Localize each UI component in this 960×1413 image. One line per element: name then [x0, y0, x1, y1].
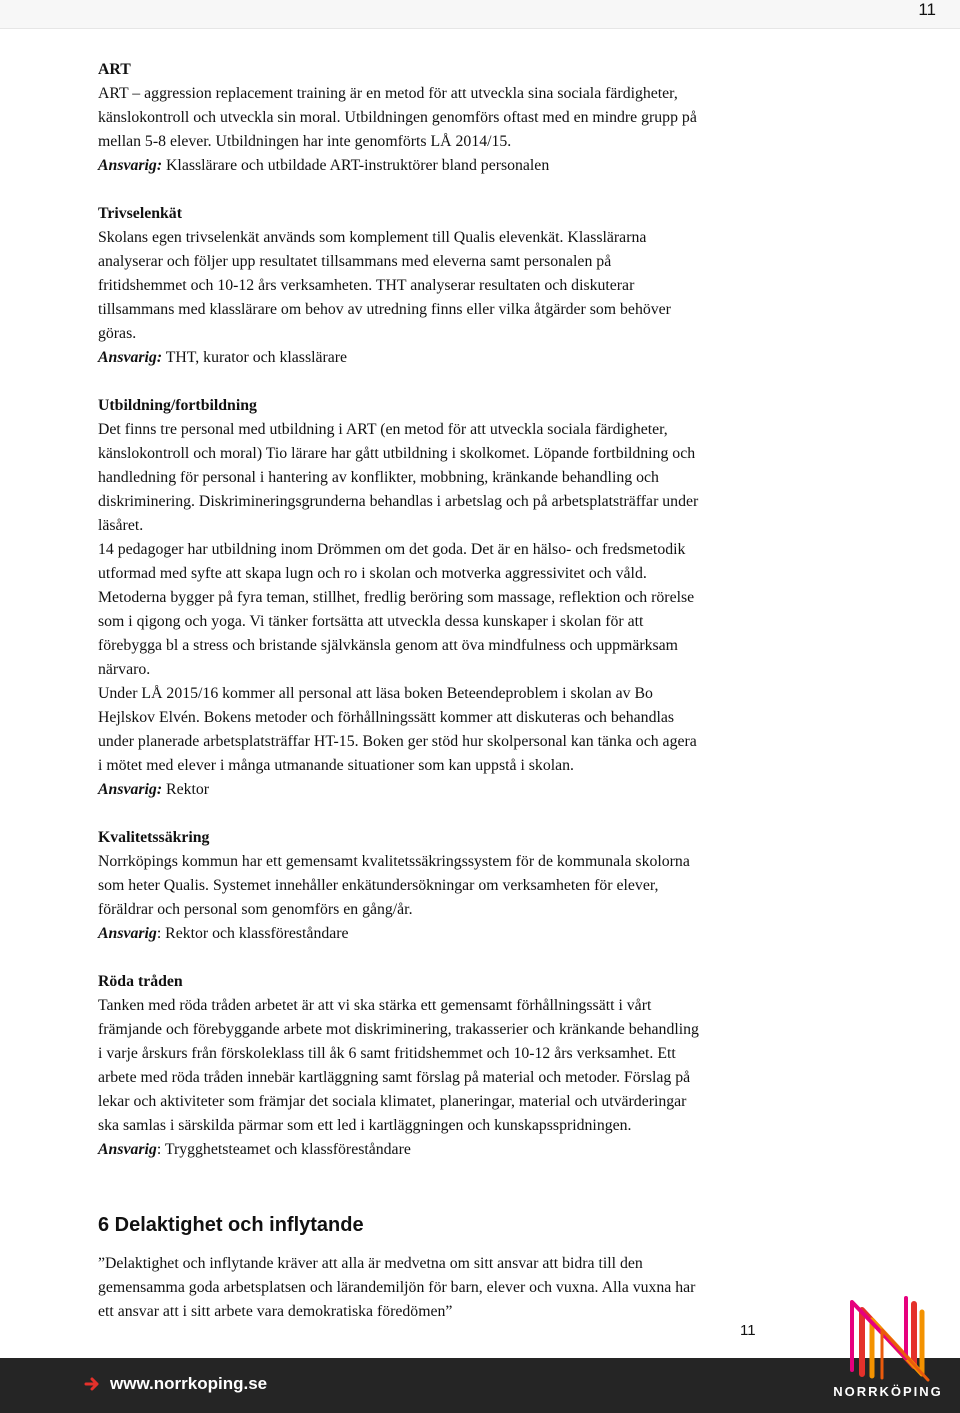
website-text: www.norrkoping.se	[110, 1374, 268, 1393]
paragraph-line: Hejlskov Elvén. Bokens metoder och förhållningssätt kommer att diskuteras och behandlas	[98, 709, 675, 726]
paragraph-line: Norrköpings kommun har ett gemensamt kvalitetssäkringssystem för de kommunala skolorna	[98, 853, 690, 870]
paragraph-line: lekar och aktiviteter som främjar det sociala klimatet, planeringar, material och utvärderingar	[98, 1093, 687, 1110]
chapter-heading: 6 Delaktighet och inflytande	[98, 1214, 364, 1236]
responsible-line	[98, 1138, 778, 1162]
paragraph-line: främjande och förebyggande arbete mot diskriminering, trakasserier och kränkande behandling	[98, 1021, 699, 1038]
document-body	[98, 58, 778, 1324]
paragraph-line: närvaro.	[98, 661, 151, 678]
section-title: ART	[98, 61, 131, 78]
paragraph-line: Under LÅ 2015/16 kommer all personal att läsa boken Beteendeproblem i skolan av Bo	[98, 685, 653, 702]
responsible-line	[98, 154, 778, 178]
responsible-label: Ansvarig	[98, 925, 157, 942]
paragraph-line: i varje årskurs från förskoleklass till åk 6 samt fritidshemmet och 10-12 års verksamhet. Ett	[98, 1045, 676, 1062]
section-title: Röda tråden	[98, 973, 183, 990]
responsible-text: : Trygghetsteamet och klassföreståndare	[156, 1141, 411, 1158]
responsible-line	[98, 778, 778, 802]
paragraph-line: ska samlas i särskilda pärmar som ett led i kartläggningen och kunskapsspridningen.	[98, 1117, 632, 1134]
paragraph-line: gemensamma goda arbetsplatsen och lärandemiljön för barn, elever och vuxna. Alla vuxna har	[98, 1279, 696, 1296]
paragraph-line: i mötet med elever i många utmanande situationer som kan uppstå i skolan.	[98, 757, 574, 774]
responsible-label: Ansvarig	[98, 1141, 157, 1158]
paragraph-line: känslokontroll och moral) Tio lärare har gått utbildning i skolkomet. Löpande fortbildning och	[98, 445, 696, 462]
paragraph-line: handledning för personal i hantering av konflikter, mobbning, kränkande behandling och	[98, 469, 659, 486]
paragraph-line: mellan 5-8 elever. Utbildningen har inte genomförts LÅ 2014/15.	[98, 133, 512, 150]
logo-wordmark: NORRKÖPING	[833, 1384, 943, 1399]
paragraph-line: känslokontroll och utveckla sin moral. Utbildningen genomförs oftast med en mindre grupp på	[98, 109, 697, 126]
norrkoping-logo-mark	[828, 1296, 948, 1382]
paragraph-line: Skolans egen trivselenkät används som komplement till Qualis elevenkät. Klasslärarna	[98, 229, 647, 246]
section-trivselenkat	[98, 202, 778, 370]
paragraph-line: Metoderna bygger på fyra teman, stillhet, fredlig beröring som massage, reflektion och rörelse	[98, 589, 695, 606]
paragraph-line: läsåret.	[98, 517, 144, 534]
paragraph-line: Det finns tre personal med utbildning i ART (en metod för att utveckla sociala färdigheter,	[98, 421, 668, 438]
website-link[interactable]	[84, 1374, 267, 1394]
responsible-line	[98, 922, 778, 946]
section-title: Utbildning/fortbildning	[98, 397, 257, 414]
paragraph-line: analyserar och följer upp resultatet tillsammans med eleverna samt personalen på	[98, 253, 612, 270]
paragraph-line: förebygga bl a stress och bristande självkänsla genom att öva mindfulness och uppmärksam	[98, 637, 678, 654]
page-header-band	[0, 0, 960, 29]
responsible-label: Ansvarig:	[98, 349, 163, 366]
section-kvalitetssakring	[98, 826, 778, 946]
paragraph-line: som heter Qualis. Systemet innehåller enkätundersökningar om verksamheten för elever,	[98, 877, 659, 894]
page-number-bottom: 11	[740, 1322, 756, 1339]
section-title: Trivselenkät	[98, 205, 182, 222]
responsible-line	[98, 346, 778, 370]
section-utbildning	[98, 394, 778, 802]
page-number-top: 11	[918, 0, 936, 19]
paragraph-line: fritidshemmet och 10-12 års verksamheten. THT analyserar resultaten och diskuterar	[98, 277, 635, 294]
paragraph-line: 14 pedagoger har utbildning inom Drömmen om det goda. Det är en hälso- och fredsmetodik	[98, 541, 686, 558]
paragraph-line: göras.	[98, 325, 137, 342]
paragraph-line: arbete med röda tråden innebär kartläggning samt förslag på material och metoder. Förslag på	[98, 1069, 691, 1086]
paragraph-line: under planerade arbetsplatsträffar HT-15. Boken ger stöd hur skolpersonal kan tänka och agera	[98, 733, 697, 750]
arrow-right-icon	[84, 1376, 100, 1392]
section-art	[98, 58, 778, 178]
paragraph-line: föräldrar och personal som genomförs en gång/år.	[98, 901, 413, 918]
paragraph-line: tillsammans med klasslärare om behov av utredning finns eller vilka åtgärder som behöver	[98, 301, 671, 318]
paragraph-line: diskriminering. Diskrimineringsgrunderna behandlas i arbetslag och på arbetsplatsträffar under	[98, 493, 699, 510]
norrkoping-logo	[828, 1296, 948, 1408]
paragraph-line: ett ansvar att i sitt arbete vara demokratiska föredömen”	[98, 1303, 453, 1320]
chapter-delaktighet	[98, 1212, 778, 1324]
footer-band	[0, 1358, 960, 1413]
paragraph-line: utformad med syfte att skapa lugn och ro i skolan och motverka aggressivitet och våld.	[98, 565, 647, 582]
responsible-text: Klasslärare och utbildade ART-instruktörer bland personalen	[162, 157, 550, 174]
responsible-text: THT, kurator och klasslärare	[162, 349, 348, 366]
responsible-text: Rektor	[162, 781, 210, 798]
paragraph-line: ART – aggression replacement training är en metod för att utveckla sina sociala färdigheter,	[98, 85, 678, 102]
section-roda-traden	[98, 970, 778, 1162]
responsible-label: Ansvarig:	[98, 781, 163, 798]
paragraph-line: Tanken med röda tråden arbetet är att vi ska stärka ett gemensamt förhållningssätt i vårt	[98, 997, 652, 1014]
section-title: Kvalitetssäkring	[98, 829, 210, 846]
responsible-text: : Rektor och klassföreståndare	[156, 925, 349, 942]
responsible-label: Ansvarig:	[98, 157, 163, 174]
paragraph-line: som i qigong och yoga. Vi tänker fortsätta att utveckla dessa kunskaper i skolan för att	[98, 613, 644, 630]
paragraph-line: ”Delaktighet och inflytande kräver att alla är medvetna om sitt ansvar att bidra till den	[98, 1255, 643, 1272]
